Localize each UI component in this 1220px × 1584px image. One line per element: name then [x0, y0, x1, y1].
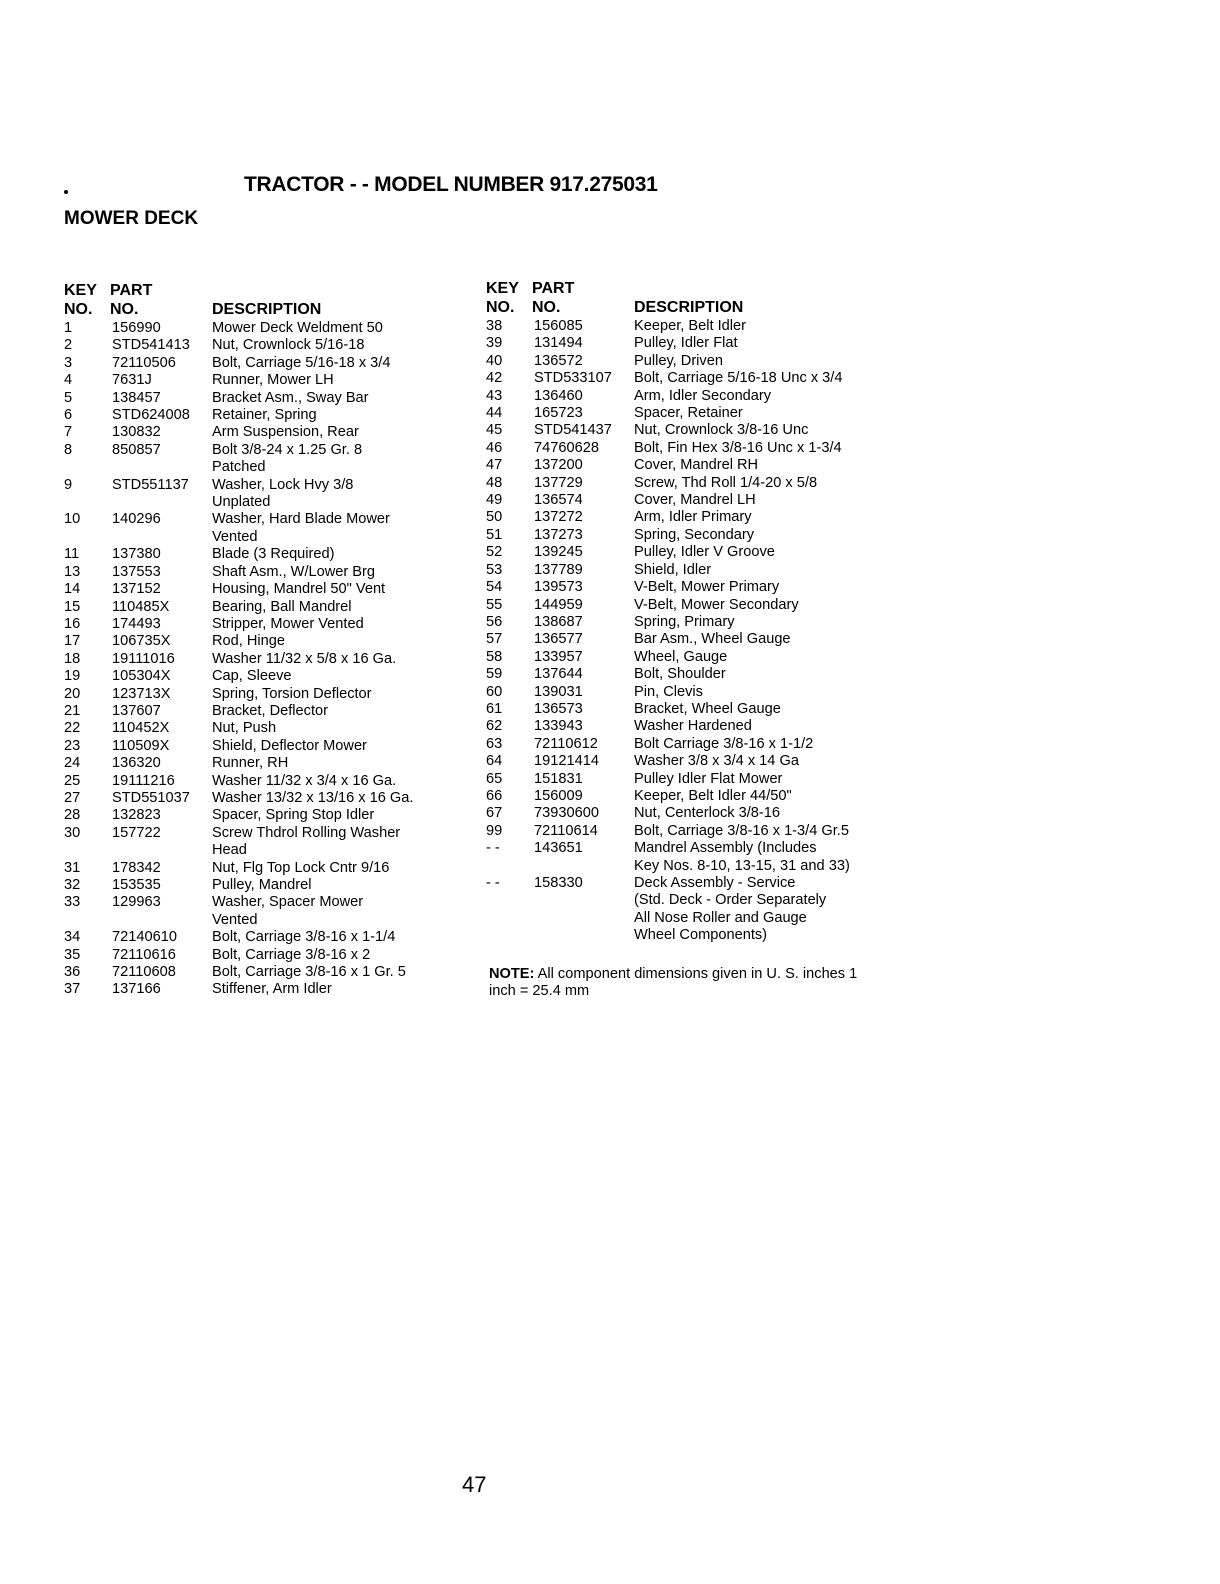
part-description: Washer, Hard Blade Mower Vented	[212, 511, 390, 545]
part-number: 136574	[534, 492, 583, 509]
key-number: 34	[64, 929, 81, 946]
part-number: 139573	[534, 579, 583, 596]
table-row	[64, 337, 464, 354]
key-number: 14	[64, 581, 81, 598]
part-number: 137729	[534, 474, 583, 491]
key-number: 53	[486, 561, 503, 578]
part-description: Spring, Torsion Deflector	[212, 685, 372, 702]
part-number: 72110506	[112, 354, 176, 371]
key-number: 45	[486, 422, 503, 439]
part-description: V-Belt, Mower Primary	[634, 579, 780, 596]
page-title: TRACTOR - - MODEL NUMBER 917.275031	[244, 173, 658, 196]
key-number: 16	[64, 615, 81, 632]
part-number: 72140610	[112, 929, 177, 946]
key-number: 22	[64, 720, 81, 737]
key-number: 50	[486, 509, 503, 526]
part-description: Bracket, Wheel Gauge	[634, 700, 781, 717]
key-number: 36	[64, 964, 81, 981]
part-number: 136460	[534, 387, 583, 404]
part-description: Washer Hardened	[634, 718, 752, 735]
part-description: Spring, Primary	[634, 613, 735, 630]
table-row	[64, 964, 464, 981]
table-row	[486, 875, 906, 945]
part-description: Shaft Asm., W/Lower Brg	[212, 563, 376, 580]
table-row	[64, 738, 464, 755]
part-number: 138457	[112, 389, 161, 406]
part-number: 137553	[112, 563, 161, 580]
header-key: KEY	[64, 282, 97, 299]
table-row	[64, 424, 464, 441]
part-number: STD533107	[534, 370, 612, 387]
table-row	[64, 790, 464, 807]
part-description: Cover, Mandrel LH	[634, 492, 756, 509]
part-description: Stiffener, Arm Idler	[212, 981, 332, 998]
table-row	[64, 929, 464, 946]
key-number: 43	[486, 387, 503, 404]
part-description: Pulley, Idler Flat	[634, 335, 738, 352]
part-number: 136320	[112, 755, 161, 772]
table-row	[486, 492, 906, 509]
key-number: 64	[486, 753, 503, 770]
key-number: 58	[486, 648, 503, 665]
part-description: Nut, Centerlock 3/8-16	[634, 805, 781, 822]
part-description: Runner, Mower LH	[212, 372, 334, 389]
table-row	[64, 599, 464, 616]
part-description: Bolt, Carriage 5/16-18 x 3/4	[212, 354, 391, 371]
table-row	[64, 564, 464, 581]
part-description: Arm, Idler Secondary	[634, 387, 772, 404]
part-number: 130832	[112, 424, 161, 441]
part-number: 137272	[534, 509, 583, 526]
key-number: 59	[486, 666, 503, 683]
table-row	[486, 544, 906, 561]
table-row	[486, 701, 906, 718]
part-number: 110509X	[112, 737, 170, 754]
key-number: 67	[486, 805, 503, 822]
key-number: 27	[64, 789, 81, 806]
part-description: Bolt, Carriage 3/8-16 x 2	[212, 946, 371, 963]
part-number: STD541437	[534, 422, 612, 439]
part-description: Bolt 3/8-24 x 1.25 Gr. 8 Patched	[212, 441, 363, 476]
part-description: Keeper, Belt Idler	[634, 318, 746, 334]
part-description: Pulley, Driven	[634, 352, 723, 369]
part-number: 19111016	[112, 650, 175, 667]
key-number: 99	[486, 822, 503, 839]
part-description: Mower Deck Weldment 50	[212, 320, 383, 336]
key-number: 63	[486, 735, 503, 752]
part-description: Runner, RH	[212, 755, 289, 772]
table-row	[64, 668, 464, 685]
page-number: 47	[462, 1472, 487, 1497]
key-number: 49	[486, 492, 503, 509]
table-row	[486, 422, 906, 439]
part-description: Nut, Push	[212, 720, 277, 737]
note-label: NOTE:	[489, 966, 535, 982]
parts-rows	[64, 320, 464, 999]
part-description: Spacer, Spring Stop Idler	[212, 807, 375, 824]
table-row	[486, 388, 906, 405]
part-number: 151831	[534, 770, 583, 787]
key-number: 18	[64, 650, 81, 667]
part-description: Washer, Spacer Mower Vented	[212, 894, 364, 928]
key-number: 6	[64, 407, 73, 424]
part-description: Bolt, Carriage 3/8-16 x 1-3/4 Gr.5	[634, 822, 849, 839]
note-text: All component dimensions given in U. S. inches 1 inch = 25.4 mm	[489, 966, 858, 1000]
part-description: Spring, Secondary	[634, 526, 755, 543]
key-number: 13	[64, 563, 81, 580]
bullet-mark	[64, 190, 68, 194]
part-number: 133957	[534, 648, 583, 665]
key-number: 28	[64, 807, 81, 824]
header-part: PART	[532, 280, 575, 297]
table-row	[486, 649, 906, 666]
table-row	[486, 684, 906, 701]
key-number: 47	[486, 457, 503, 474]
key-number: 61	[486, 700, 503, 717]
table-row	[64, 755, 464, 772]
header-key-no: NO.	[486, 299, 515, 316]
part-number: 137644	[534, 666, 583, 683]
part-description: Screw Thdrol Rolling Washer Head	[212, 824, 401, 859]
table-row	[486, 597, 906, 614]
part-description: Nut, Flg Top Lock Cntr 9/16	[212, 859, 390, 876]
part-description: Bolt, Carriage 3/8-16 x 1-1/4	[212, 929, 396, 946]
key-number: 62	[486, 718, 503, 735]
part-description: Bracket Asm., Sway Bar	[212, 389, 369, 406]
part-number: 156990	[112, 320, 161, 336]
part-description: V-Belt, Mower Secondary	[634, 596, 799, 613]
key-number: 38	[486, 318, 503, 334]
part-number: 157722	[112, 824, 161, 841]
part-number: 106735X	[112, 633, 171, 650]
part-number: 73930600	[534, 805, 599, 822]
key-number: 15	[64, 598, 81, 615]
part-number: 137152	[112, 581, 161, 598]
table-row	[64, 877, 464, 894]
part-description: Bolt, Carriage 5/16-18 Unc x 3/4	[634, 370, 843, 387]
key-number: 21	[64, 702, 81, 719]
part-description: Stripper, Mower Vented	[212, 615, 364, 632]
header-part-no: NO.	[532, 299, 561, 316]
table-row	[486, 457, 906, 474]
part-number: 165723	[534, 405, 583, 422]
part-number: STD551037	[112, 789, 190, 806]
table-row	[64, 633, 464, 650]
part-description: Washer, Lock Hvy 3/8 Unplated	[212, 476, 354, 511]
part-number: 136573	[534, 700, 583, 717]
table-row	[64, 546, 464, 563]
part-description: Bolt, Fin Hex 3/8-16 Unc x 1-3/4	[634, 439, 842, 456]
part-number: 123713X	[112, 685, 171, 702]
part-number: 158330	[534, 875, 583, 891]
part-number: 105304X	[112, 668, 171, 685]
key-number: 40	[486, 352, 503, 369]
part-number: 137607	[112, 702, 161, 719]
key-number: 31	[64, 859, 81, 876]
part-number: 72110612	[534, 735, 598, 752]
part-number: 136577	[534, 631, 583, 648]
key-number: 5	[64, 389, 73, 406]
table-row	[64, 947, 464, 964]
table-row	[64, 390, 464, 407]
key-number: 2	[64, 337, 73, 354]
header-key: KEY	[486, 280, 519, 297]
key-number: 56	[486, 613, 503, 630]
table-row	[64, 686, 464, 703]
part-description: Arm Suspension, Rear	[212, 424, 359, 441]
table-row	[486, 666, 906, 683]
key-number: 32	[64, 877, 81, 893]
part-number: 133943	[534, 718, 583, 735]
part-number: 72110608	[112, 964, 176, 981]
parts-list-right	[486, 280, 906, 945]
part-description: Blade (3 Required)	[212, 546, 335, 563]
table-row	[486, 753, 906, 770]
header-part: PART	[110, 282, 153, 299]
part-description: Screw, Thd Roll 1/4-20 x 5/8	[634, 474, 818, 491]
part-description: Washer 11/32 x 5/8 x 16 Ga.	[212, 650, 397, 667]
table-row	[486, 718, 906, 735]
table-row	[486, 614, 906, 631]
table-row	[486, 805, 906, 822]
part-number: 137200	[534, 457, 583, 474]
table-row	[64, 511, 464, 546]
table-row	[486, 527, 906, 544]
part-number: STD624008	[112, 407, 190, 424]
part-number: 129963	[112, 894, 161, 911]
part-number: 19121414	[534, 753, 599, 770]
table-row	[64, 355, 464, 372]
key-number: 48	[486, 474, 503, 491]
key-number: 10	[64, 511, 81, 528]
part-number: 137166	[112, 981, 161, 998]
column-headers	[486, 280, 906, 318]
part-description: Pulley, Mandrel	[212, 877, 312, 893]
table-row	[486, 823, 906, 840]
part-number: 136572	[534, 352, 583, 369]
part-description: Washer 11/32 x 3/4 x 16 Ga.	[212, 772, 397, 789]
part-number: 153535	[112, 877, 161, 893]
part-description: Arm, Idler Primary	[634, 509, 752, 526]
part-number: 110452X	[112, 720, 170, 737]
part-number: 156085	[534, 318, 583, 334]
key-number: 11	[64, 546, 80, 563]
key-number: - -	[486, 840, 500, 857]
part-number: 137789	[534, 561, 583, 578]
table-row	[64, 860, 464, 877]
part-description: Cap, Sleeve	[212, 668, 292, 685]
table-row	[486, 631, 906, 648]
key-number: 19	[64, 668, 81, 685]
key-number: 7	[64, 424, 73, 441]
part-description: Shield, Deflector Mower	[212, 737, 367, 754]
key-number: 52	[486, 544, 503, 561]
part-number: 140296	[112, 511, 161, 528]
table-row	[64, 407, 464, 424]
table-row	[64, 372, 464, 389]
key-number: 57	[486, 631, 503, 648]
table-row	[64, 651, 464, 668]
part-number: 72110614	[534, 822, 598, 839]
part-description: Bolt, Carriage 3/8-16 x 1 Gr. 5	[212, 964, 406, 981]
part-description: Rod, Hinge	[212, 633, 286, 650]
part-description: Mandrel Assembly (Includes Key Nos. 8-10, 13-15, 31 and 33)	[634, 840, 850, 874]
key-number: 44	[486, 405, 503, 422]
header-key-no: NO.	[64, 301, 93, 318]
table-row	[486, 788, 906, 805]
header-description: DESCRIPTION	[634, 299, 744, 316]
part-number: 132823	[112, 807, 161, 824]
part-description: Cover, Mandrel RH	[634, 457, 759, 474]
parts-rows	[486, 318, 906, 945]
table-row	[64, 703, 464, 720]
table-row	[486, 736, 906, 753]
part-number: 138687	[534, 613, 583, 630]
part-number: 178342	[112, 859, 161, 876]
table-row	[486, 335, 906, 352]
key-number: 35	[64, 946, 81, 963]
table-row	[486, 475, 906, 492]
part-number: 110485X	[112, 598, 170, 615]
part-description: Washer 3/8 x 3/4 x 14 Ga	[634, 753, 799, 770]
part-number: 19111216	[112, 772, 175, 789]
part-number: 7631J	[112, 372, 152, 389]
table-row	[64, 477, 464, 512]
key-number: 42	[486, 370, 503, 387]
table-row	[486, 840, 906, 875]
key-number: 4	[64, 372, 73, 389]
table-row	[64, 720, 464, 737]
part-description: Pulley, Idler V Groove	[634, 544, 775, 561]
header-part-no: NO.	[110, 301, 139, 318]
part-description: Bolt Carriage 3/8-16 x 1-1/2	[634, 735, 814, 752]
part-number: STD551137	[112, 476, 189, 493]
part-number: 144959	[534, 596, 583, 613]
part-number: 174493	[112, 615, 161, 632]
part-description: Nut, Crownlock 3/8-16 Unc	[634, 422, 809, 439]
key-number: 3	[64, 354, 73, 371]
key-number: 9	[64, 476, 73, 493]
column-headers	[64, 282, 464, 320]
key-number: 17	[64, 633, 81, 650]
part-description: Bar Asm., Wheel Gauge	[634, 631, 791, 648]
part-number: 139245	[534, 544, 583, 561]
key-number: 33	[64, 894, 81, 911]
key-number: 37	[64, 981, 81, 998]
part-number: 137380	[112, 546, 161, 563]
key-number: 39	[486, 335, 503, 352]
part-description: Wheel, Gauge	[634, 648, 728, 665]
key-number: 24	[64, 755, 81, 772]
table-row	[486, 509, 906, 526]
table-row	[64, 581, 464, 598]
part-description: Pin, Clevis	[634, 683, 703, 700]
key-number: 30	[64, 824, 81, 841]
table-row	[64, 616, 464, 633]
table-row	[64, 894, 464, 929]
part-description: Nut, Crownlock 5/16-18	[212, 337, 365, 354]
key-number: 51	[486, 526, 503, 543]
table-row	[64, 981, 464, 998]
table-row	[486, 440, 906, 457]
part-description: Keeper, Belt Idler 44/50"	[634, 787, 792, 804]
part-description: Deck Assembly - Service (Std. Deck - Order Separately All Nose Roller and Gauge Wheel Components)	[634, 875, 827, 944]
part-description: Bolt, Shoulder	[634, 666, 726, 683]
part-number: 850857	[112, 441, 161, 458]
key-number: 65	[486, 770, 503, 787]
part-description: Retainer, Spring	[212, 407, 317, 424]
table-row	[486, 771, 906, 788]
part-number: 131494	[534, 335, 583, 352]
part-description: Bracket, Deflector	[212, 702, 328, 719]
key-number: 54	[486, 579, 503, 596]
part-number: 143651	[534, 840, 583, 857]
part-number: 139031	[534, 683, 583, 700]
table-row	[64, 807, 464, 824]
part-description: Spacer, Retainer	[634, 405, 743, 422]
dimension-note	[489, 966, 869, 1001]
key-number: 60	[486, 683, 503, 700]
part-number: 156009	[534, 787, 583, 804]
table-row	[486, 370, 906, 387]
table-row	[486, 562, 906, 579]
table-row	[64, 320, 464, 337]
parts-list-left	[64, 282, 464, 999]
key-number: 23	[64, 737, 81, 754]
part-description: Pulley Idler Flat Mower	[634, 770, 783, 787]
key-number: 1	[64, 320, 73, 336]
part-number: 72110616	[112, 946, 176, 963]
part-number: 137273	[534, 526, 583, 543]
table-row	[486, 405, 906, 422]
table-row	[486, 353, 906, 370]
table-row	[486, 318, 906, 335]
section-title: MOWER DECK	[64, 208, 199, 229]
part-description: Bearing, Ball Mandrel	[212, 598, 352, 615]
key-number: 66	[486, 787, 503, 804]
key-number: 55	[486, 596, 503, 613]
part-description: Housing, Mandrel 50" Vent	[212, 581, 386, 598]
key-number: 46	[486, 439, 503, 456]
part-description: Shield, Idler	[634, 561, 712, 578]
part-number: 74760628	[534, 439, 599, 456]
table-row	[64, 773, 464, 790]
key-number: 8	[64, 441, 73, 458]
table-row	[64, 825, 464, 860]
key-number: 25	[64, 772, 81, 789]
key-number: 20	[64, 685, 81, 702]
part-description: Washer 13/32 x 13/16 x 16 Ga.	[212, 789, 414, 806]
table-row	[486, 579, 906, 596]
key-number: - -	[486, 875, 500, 891]
table-row	[64, 442, 464, 477]
header-description: DESCRIPTION	[212, 301, 322, 318]
part-number: STD541413	[112, 337, 190, 354]
